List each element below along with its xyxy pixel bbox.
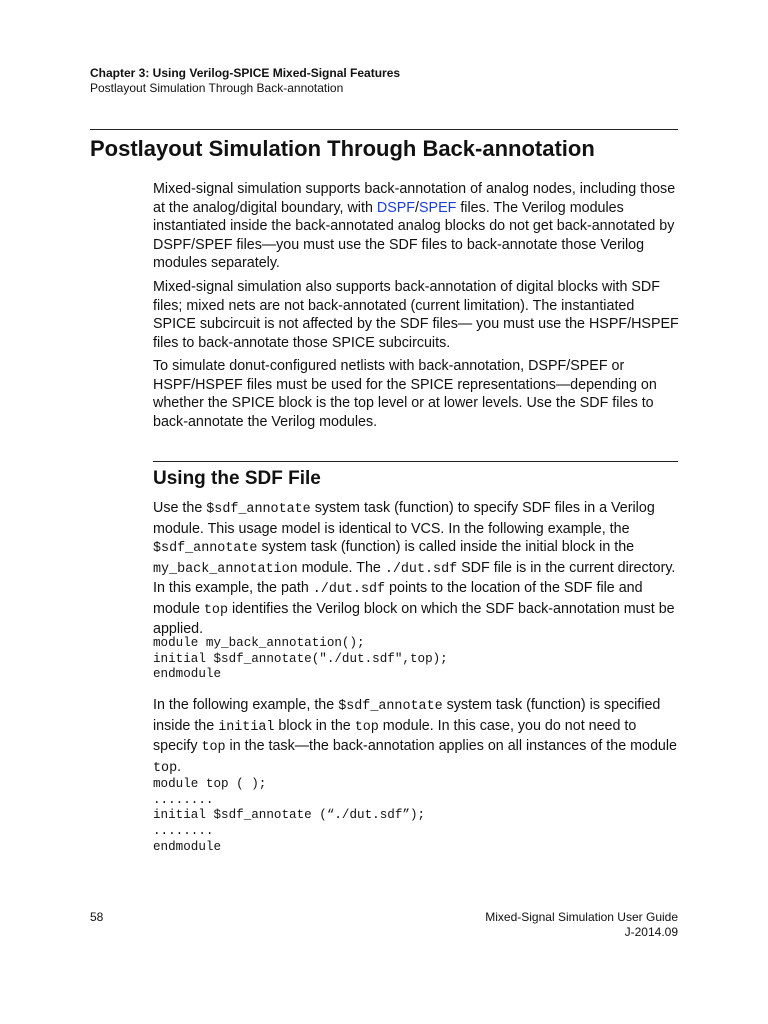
text-run: Use the bbox=[153, 500, 207, 516]
text-run: In the following example, the bbox=[153, 697, 339, 713]
inline-code: initial bbox=[218, 719, 275, 735]
code-example-1: module my_back_annotation(); initial $sdf_annotate("./dut.sdf",top); endmodule bbox=[153, 636, 448, 682]
inline-code: $sdf_annotate bbox=[338, 699, 443, 714]
intro-paragraph-1 bbox=[153, 180, 681, 273]
inline-code: top bbox=[201, 740, 226, 755]
text-run: system task (function) is specified inside the bbox=[153, 697, 661, 734]
inline-code: top bbox=[354, 719, 379, 735]
sdf-paragraph-1 bbox=[153, 499, 681, 639]
inline-code: ./dut.sdf bbox=[384, 561, 458, 577]
spef-link[interactable]: SPEF bbox=[419, 199, 457, 216]
footer-version: J-2014.09 bbox=[624, 925, 678, 939]
inline-code: ./dut.sdf bbox=[312, 582, 386, 597]
intro-paragraph-2 bbox=[153, 278, 681, 352]
text-run: Mixed-signal simulation supports back-annotation of analog nodes, including those at the analog/digital boundary, with bbox=[153, 181, 676, 216]
dspf-link[interactable]: DSPF bbox=[376, 199, 416, 216]
running-header-section: Postlayout Simulation Through Back-annotation bbox=[90, 81, 344, 95]
footer-guide-title: Mixed-Signal Simulation User Guide bbox=[485, 910, 678, 924]
text-run: files. The Verilog modules instantiated inside the back-annotated analog blocks do not get back-annotated by DSPF/SPEF files—you must use the SDF files to back-annotate those Verilog modules separately. bbox=[153, 199, 675, 271]
section-heading: Using the SDF File bbox=[153, 468, 321, 489]
page-number: 58 bbox=[90, 910, 104, 924]
running-header-chapter: Chapter 3: Using Verilog-SPICE Mixed-Signal Features bbox=[90, 66, 401, 80]
paragraph-text: Mixed-signal simulation also supports back-annotation of digital blocks with SDF files; mixed nets are not back-annotated (current limitation). The instantiated SPICE subcircuit is not affected by the SDF files— you must use the HSPF/HSPEF files to back-annotate those SPICE subcircuits. bbox=[153, 279, 679, 351]
text-run: system task (function) is called inside the initial block in the bbox=[257, 539, 635, 555]
text-run: . bbox=[177, 758, 182, 775]
text-run: SDF file is in the current directory. In this example, the path bbox=[153, 559, 676, 596]
text-run: block in the bbox=[274, 717, 355, 734]
sdf-paragraph-2 bbox=[153, 696, 681, 778]
text-run: system task (function) to specify SDF files in a Verilog module. This usage model is identical to VCS. In the following example, the bbox=[153, 500, 655, 537]
slash-text: / bbox=[415, 199, 419, 216]
title-rule bbox=[90, 129, 678, 130]
text-run: module. The bbox=[297, 559, 385, 576]
inline-code: top bbox=[153, 760, 178, 776]
code-example-2: module top ( ); ........ initial $sdf_annotate (“./dut.sdf”); ........ endmodule bbox=[153, 777, 426, 854]
intro-paragraph-3 bbox=[153, 357, 681, 431]
text-run: identifies the Verilog block on which the SDF back-annotation must be applied. bbox=[153, 600, 675, 637]
inline-code: $sdf_annotate bbox=[153, 541, 258, 556]
text-run: in the task—the back-annotation applies on all instances of the module bbox=[225, 738, 678, 754]
section-rule bbox=[153, 461, 678, 462]
inline-code: $sdf_annotate bbox=[206, 502, 311, 517]
paragraph-text: To simulate donut-configured netlists with back-annotation, DSPF/SPEF or HSPF/HSPEF files must be used for the SPICE representations—depending on whether the SPICE block is the top level or at lower levels. Use the SDF files to back-annotate the Verilog modules. bbox=[153, 358, 657, 430]
text-run: points to the location of the SDF file and module bbox=[153, 580, 643, 617]
inline-code: my_back_annotation bbox=[153, 561, 298, 577]
page-title: Postlayout Simulation Through Back-annotation bbox=[90, 136, 595, 161]
inline-code: top bbox=[203, 602, 228, 618]
text-run: module. In this case, you do not need to specify bbox=[153, 717, 637, 754]
